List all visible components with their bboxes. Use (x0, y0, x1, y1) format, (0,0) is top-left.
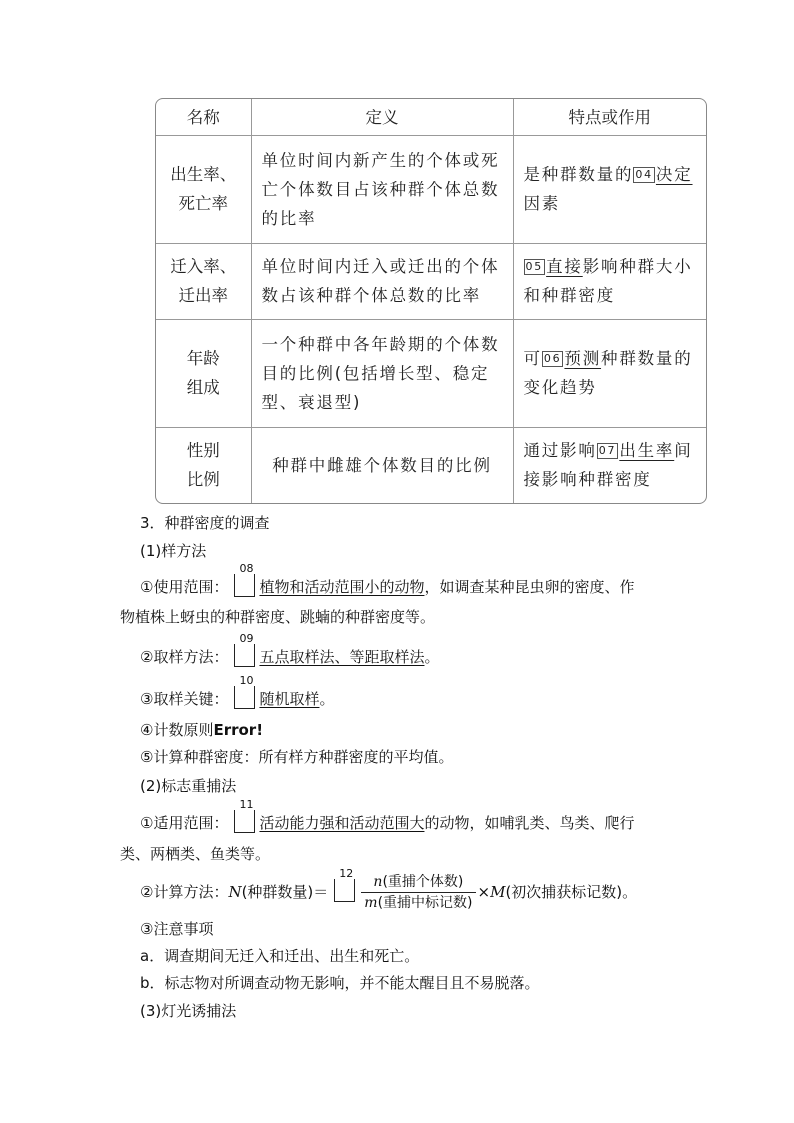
header-definition: 定义 (251, 99, 513, 136)
blank-box: 12 (334, 879, 355, 902)
blank-number-tag: 04 (635, 168, 653, 182)
row-name: 迁入率、 迁出率 (156, 243, 251, 319)
header-name: 名称 (156, 99, 251, 136)
subsection-quadrat: (1)样方法 (140, 542, 207, 560)
blank-box: 08 (234, 574, 255, 597)
table-row (156, 243, 706, 319)
row-feature: 通过影响 07 出生率间接影响种群密度 (513, 427, 706, 503)
row-feature: 是种群数量的 04 决定因素 (513, 136, 706, 244)
header-feature: 特点或作用 (513, 99, 706, 136)
recapture-scope: ①适用范围： 11 活动能力强和活动范围大的动物，如哺乳类、鸟类、爬行 (140, 798, 635, 832)
recapture-note-b: b．标志物对所调查动物无影响，并不能太醒目且不易脱落。 (140, 974, 540, 992)
blank-number-tag: 05 (525, 260, 544, 274)
table-row (156, 320, 706, 428)
recapture-note-a: a．调查期间无迁入和迁出、出生和死亡。 (140, 947, 420, 965)
answer-text: 决定 (655, 165, 693, 185)
recapture-scope-cont: 类、两栖类、鱼类等。 (120, 845, 271, 863)
answer-text: 五点取样法、等距取样法 (259, 648, 425, 666)
row-name: 年龄 组成 (156, 320, 251, 428)
row-name: 性别 比例 (156, 427, 251, 503)
blank-number-tag: 06 (543, 352, 562, 366)
row-definition: 单位时间内迁入或迁出的个体数占该种群个体总数的比率 (251, 243, 513, 319)
quadrat-scope: ①使用范围： 08 植物和活动范围小的动物，如调查某种昆虫卵的密度、作 (140, 562, 635, 596)
answer-text: 预测 (564, 349, 602, 369)
answer-text: 直接 (546, 257, 583, 277)
section-heading: 3．种群密度的调查 (140, 514, 270, 532)
subsection-mark-recapture: (2)标志重捕法 (140, 777, 237, 795)
quadrat-key: ③取样关键： 10 随机取样。 (140, 674, 335, 708)
table-row (156, 136, 706, 244)
blank-box: 10 (234, 686, 255, 709)
blank-box: 11 (234, 810, 255, 833)
table-row (156, 427, 706, 503)
quadrat-calc: ⑤计算种群密度：所有样方种群密度的平均值。 (140, 748, 454, 766)
subsection-light-trap: (3)灯光诱捕法 (140, 1002, 237, 1020)
blank-box: 09 (234, 644, 255, 667)
quadrat-count: ④计数原则Error! (140, 721, 264, 739)
row-feature: 可 06 预测种群数量的变化趋势 (513, 320, 706, 428)
answer-text: 随机取样 (259, 690, 320, 708)
blank-number-tag: 07 (598, 444, 617, 458)
quadrat-scope-cont: 物植株上蚜虫的种群密度、跳蝻的种群密度等。 (120, 608, 436, 626)
row-feature: 05 直接影响种群大小和种群密度 (513, 243, 706, 319)
row-definition: 单位时间内新产生的个体或死亡个体数目占该种群个体总数的比率 (251, 136, 513, 244)
answer-text: 植物和活动范围小的动物 (259, 578, 425, 596)
recapture-notes-heading: ③注意事项 (140, 920, 214, 938)
error-text: Error! (213, 721, 264, 739)
formula-fraction: $\frac{\text{n(重捕个体数)}}{\text{m(重捕中标记数)}}$ (361, 873, 475, 912)
recapture-formula: ②计算方法：N(种群数量)＝ 12 $\frac{\text{n(重捕个体数)}}{\text{m(重捕中标记数)}}$ ×M(初次捕获标记数)。 (140, 867, 638, 911)
row-definition: 一个种群中各年龄期的个体数目的比例(包括增长型、稳定型、衰退型) (251, 320, 513, 428)
answer-text: 出生率 (619, 441, 675, 461)
quadrat-method: ②取样方法： 09 五点取样法、等距取样法。 (140, 632, 440, 666)
row-name: 出生率、 死亡率 (156, 136, 251, 244)
answer-text: 活动能力强和活动范围大 (259, 814, 425, 832)
population-characteristics-table (155, 98, 707, 504)
table-header-row (156, 99, 706, 136)
row-definition: 种群中雌雄个体数目的比例 (251, 427, 513, 503)
